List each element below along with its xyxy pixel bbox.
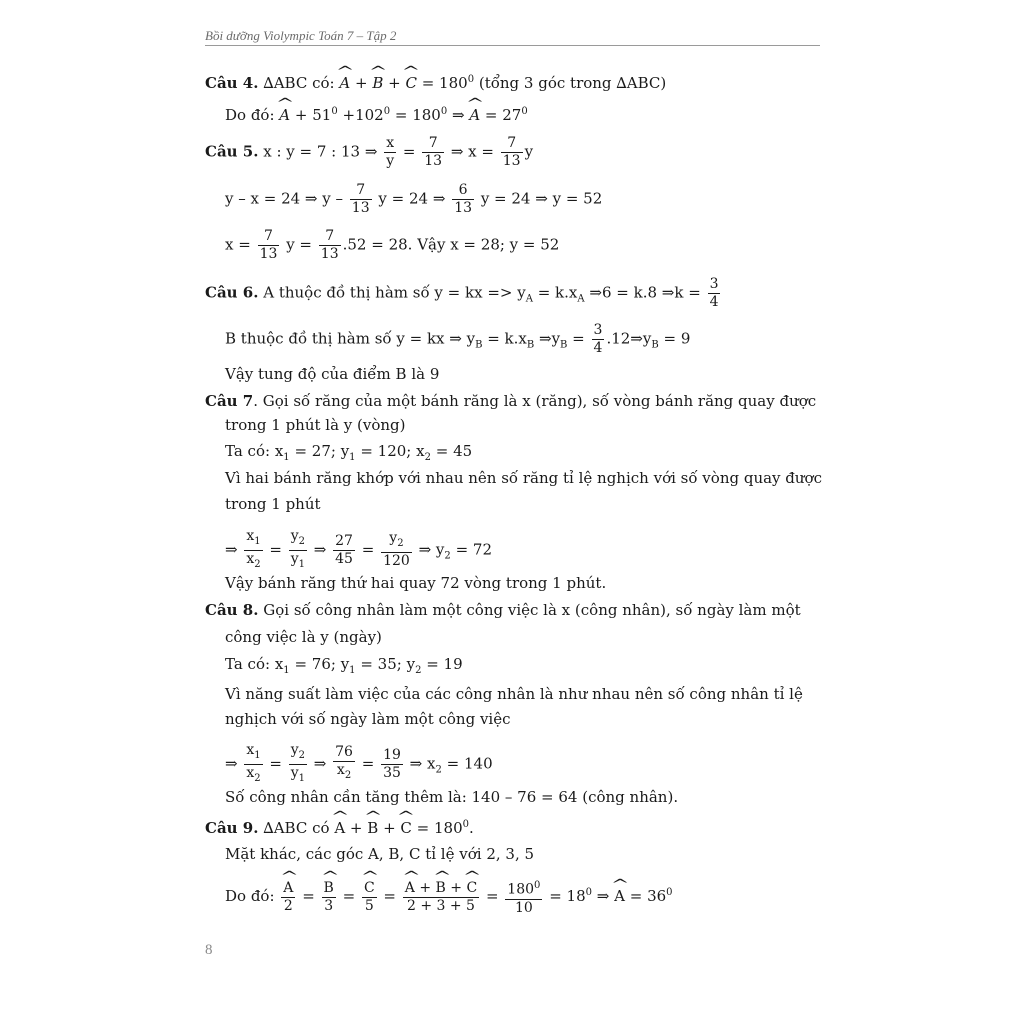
q8-line6: ⇒ $\frac{x_1}{x_2}$ = $\frac{y_2}{y_1}$ ⇒ $\frac{76}{x_2}$ = $\frac{19}{35}$ ⇒ $x_2 = 140$ xyxy=(225,742,493,787)
header-rule xyxy=(205,45,820,46)
running-header: Bồi dưỡng Violympic Toán 7 – Tập 2 xyxy=(205,28,397,43)
q6-line3: Vậy tung độ của điểm B là 9 xyxy=(225,365,440,383)
q7-line2: trong 1 phút là y (vòng) xyxy=(225,416,406,434)
q4-eq: ^ A + ^ B + ^ $C = 180^0$ xyxy=(339,74,474,92)
q7-line1: Câu 7. Gọi số răng của một bánh răng là x (răng), số vòng bánh răng quay được xyxy=(205,392,817,410)
q5-line1: Câu 5. x : y = 7 : 13 ⇒ $\frac{x}{y}$ = $\frac{7}{13}$ ⇒ x = $\frac{7}{13}$ y xyxy=(205,135,534,169)
q7-label: Câu 7 xyxy=(205,392,254,410)
q8-line2: công việc là y (ngày) xyxy=(225,628,382,646)
q4-line2-label: Do đó: xyxy=(225,106,275,124)
q9-line1: Câu 9. ∆ABC có ^ A + ^ B + ^ $C = 180^0$. xyxy=(205,816,474,837)
q9-label: Câu 9. xyxy=(205,819,259,837)
q5-label: Câu 5. xyxy=(205,142,259,161)
q4-note: (tổng 3 góc trong ∆ABC) xyxy=(478,74,667,92)
q6-label: Câu 6. xyxy=(205,283,259,302)
page-number: 8 xyxy=(205,942,213,958)
q7-line4: Vì hai bánh răng khớp với nhau nên số răng tỉ lệ nghịch với số vòng quay được xyxy=(225,469,822,487)
q7-line6: ⇒ $\frac{x_1}{x_2}$ = $\frac{y_2}{y_1}$ ⇒ $\frac{27}{45}$ = $\frac{y_2}{120}$ ⇒ $y_2 = 72$ xyxy=(225,528,492,573)
q6-line1: Câu 6. A thuộc đồ thị hàm số y = kx => $y_A = k.x_A$ ⇒6 = k.8 ⇒k = $\frac{3}{4}$ xyxy=(205,276,719,310)
q4-label: Câu 4. xyxy=(205,74,259,92)
q8-line7: Số công nhân cần tăng thêm là: 140 – 76 = 64 (công nhân). xyxy=(225,788,679,806)
q9-line3: Do đó: ^ $\frac{A}{2}$ = ^ $\frac{B}{3}$ = ^ $\frac{C}{5}$ = ^ $\frac{A + \^{} B + \^{} C}{2 + 3 + 5}$ = $\frac{180^0}{10}$ = $18^0$ ⇒ ^ $A = 36^0$ xyxy=(225,877,673,917)
q7-line3: Ta có: $x_1 = 27$; $y_1 = 120$; $x_2 = 45$ xyxy=(225,442,473,463)
q8-line4: Vì năng suất làm việc của các công nhân là như nhau nên số công nhân tỉ lệ xyxy=(225,685,803,703)
q9-line2: Mặt khác, các góc A, B, C tỉ lệ với 2, 3, 5 xyxy=(225,845,535,863)
q5-line3: x = $\frac{7}{13}$ y = $\frac{7}{13}$ .52 = 28. Vậy x = 28; y = 52 xyxy=(225,228,560,262)
q8-line5: nghịch với số ngày làm một công việc xyxy=(225,710,511,728)
q4-line1 xyxy=(205,71,666,92)
q5-line2: y – x = 24 ⇒ y – $\frac{7}{13}$ y = 24 ⇒ $\frac{6}{13}$ y = 24 ⇒ y = 52 xyxy=(225,182,603,216)
q4-line2: Do đó: ^ $A + 51^0 +102^0 = 180^0$ ⇒ ^ $A = 27^0$ xyxy=(225,103,528,124)
q8-line1: Câu 8. Gọi số công nhân làm một công việc là x (công nhân), số ngày làm một xyxy=(205,601,801,619)
q7-line5: trong 1 phút xyxy=(225,495,321,513)
q6-line2: B thuộc đồ thị hàm số y = kx ⇒ $y_B = k.x_B$ $\Rightarrow y_B$ = $\frac{3}{4}$ $.12\Rightarrow y_B = 9$ xyxy=(225,322,691,356)
q8-label: Câu 8. xyxy=(205,601,259,619)
q7-line7: Vậy bánh răng thứ hai quay 72 vòng trong 1 phút. xyxy=(225,574,607,592)
q4-text1: ∆ABC có: xyxy=(263,74,335,92)
q8-line3: Ta có: $x_1 = 76$; $y_1 = 35$; $y_2 = 19$ xyxy=(225,655,463,676)
